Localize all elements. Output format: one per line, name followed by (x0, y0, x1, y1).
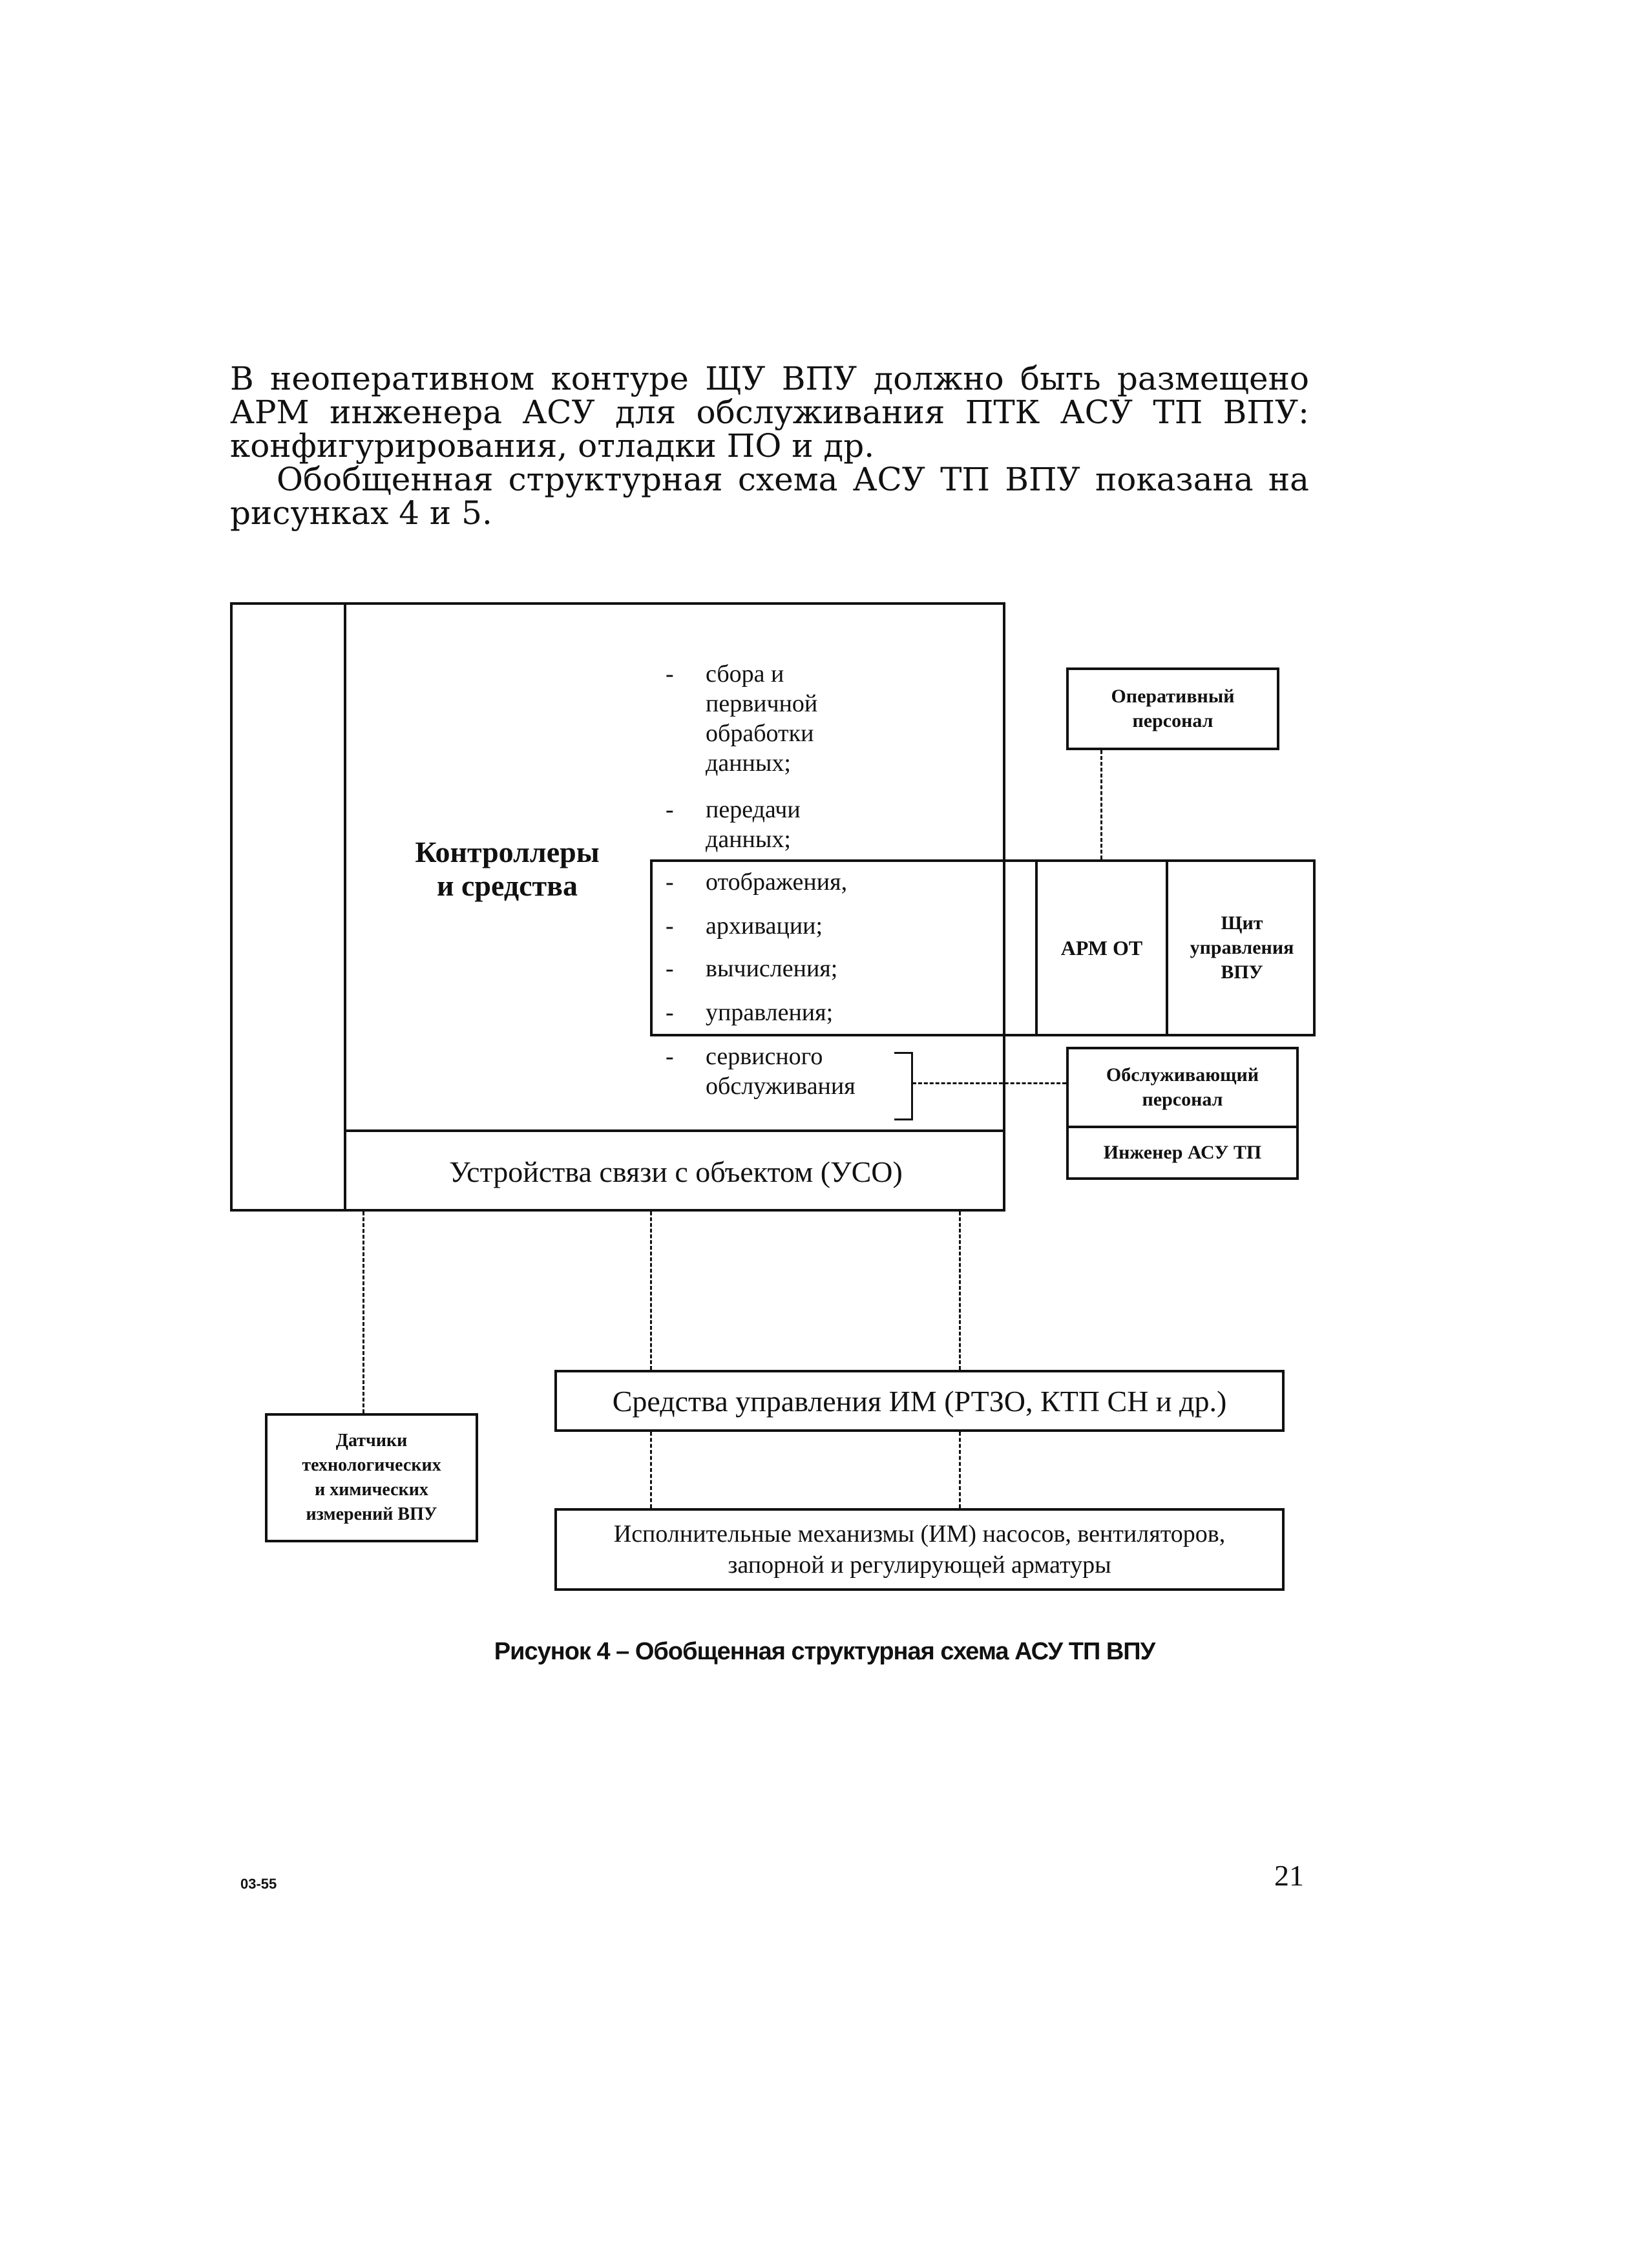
actuators-line-1: Исполнительные механизмы (ИМ) насосов, вентиляторов, (613, 1520, 1226, 1548)
sensors-line-3: и химических (315, 1480, 428, 1500)
connector-uso-to-im-left (650, 1212, 652, 1370)
function-control: управления; (706, 999, 834, 1026)
service-bracket (894, 1052, 913, 1120)
sensors-box (265, 1413, 478, 1542)
control-shield-line-1: Щит (1221, 912, 1263, 934)
controllers-title-line-1: Контроллеры (415, 835, 600, 868)
bullet-dash: - (666, 868, 674, 896)
control-shield-line-2: управления (1190, 937, 1294, 958)
function-collection-line-2: первичной (706, 690, 818, 717)
paragraph-2: Обобщенная структурная схема АСУ ТП ВПУ показана на рисунках 4 и 5. (230, 461, 1309, 532)
left-strip-divider (344, 602, 346, 1212)
actuators-line-2: запорной и регулирующей арматуры (728, 1551, 1111, 1579)
paragraph-1: В неоперативном контуре ЩУ ВПУ должно быть размещено АРМ инженера АСУ для обслуживания ПТК АСУ ТП ВПУ: конфигурирования, отладки ПО и др. (230, 360, 1309, 465)
uso-label: Устройства связи с объектом (УСО) (449, 1155, 903, 1188)
bullet-dash: - (666, 955, 674, 982)
connector-im-to-actuators-left (650, 1432, 652, 1508)
bullet-dash: - (666, 796, 674, 823)
footer-code: 03-55 (240, 1876, 277, 1892)
service-staff-line-1: Обслуживающий (1106, 1064, 1259, 1086)
bullet-dash: - (666, 912, 674, 940)
sensors-line-4: измерений ВПУ (306, 1504, 437, 1524)
bullet-dash: - (666, 1043, 674, 1070)
actuators-box (554, 1508, 1285, 1591)
im-control-box: Средства управления ИМ (РТЗО, КТП СН и др.) (554, 1370, 1285, 1432)
function-service-line-1: сервисного (706, 1043, 823, 1070)
function-collection-line-3: обработки (706, 720, 814, 747)
function-transfer-line-2: данных; (706, 826, 791, 853)
control-shield-line-3: ВПУ (1221, 961, 1263, 983)
connector-service-bracket (912, 1082, 1066, 1084)
function-display: отображения, (706, 868, 848, 896)
engineer-label: Инженер АСУ ТП (1103, 1142, 1262, 1163)
sensors-line-2: технологических (302, 1455, 441, 1475)
function-collection-line-4: данных; (706, 750, 791, 777)
control-shield-label (1168, 862, 1316, 1034)
connector-uso-to-im-right (959, 1212, 961, 1370)
bullet-dash: - (666, 999, 674, 1026)
function-transfer-line-1: передачи (706, 796, 801, 823)
connector-uso-to-sensors (362, 1212, 364, 1413)
function-archive: архивации; (706, 912, 823, 940)
connector-im-to-actuators-right (959, 1432, 961, 1508)
connector-operative-to-arm (1100, 750, 1102, 859)
bullet-dash: - (666, 660, 674, 688)
service-staff-line-2: персонал (1142, 1089, 1223, 1110)
page-number: 21 (1274, 1859, 1304, 1892)
function-collection-line-1: сбора и (706, 660, 784, 688)
sensors-line-1: Датчики (335, 1431, 408, 1451)
service-staff-label (1069, 1049, 1296, 1126)
function-compute: вычисления; (706, 955, 838, 982)
arm-ot-label: АРМ ОТ (1060, 936, 1143, 960)
figure-caption: Рисунок 4 – Обобщенная структурная схема АСУ ТП ВПУ (494, 1638, 1155, 1665)
operative-staff-box (1066, 667, 1279, 750)
operative-staff-line-1: Оперативный (1111, 686, 1235, 707)
function-service-line-2: обслуживания (706, 1073, 856, 1100)
operative-staff-line-2: персонал (1132, 710, 1213, 731)
controllers-title-line-2: и средства (437, 869, 578, 902)
